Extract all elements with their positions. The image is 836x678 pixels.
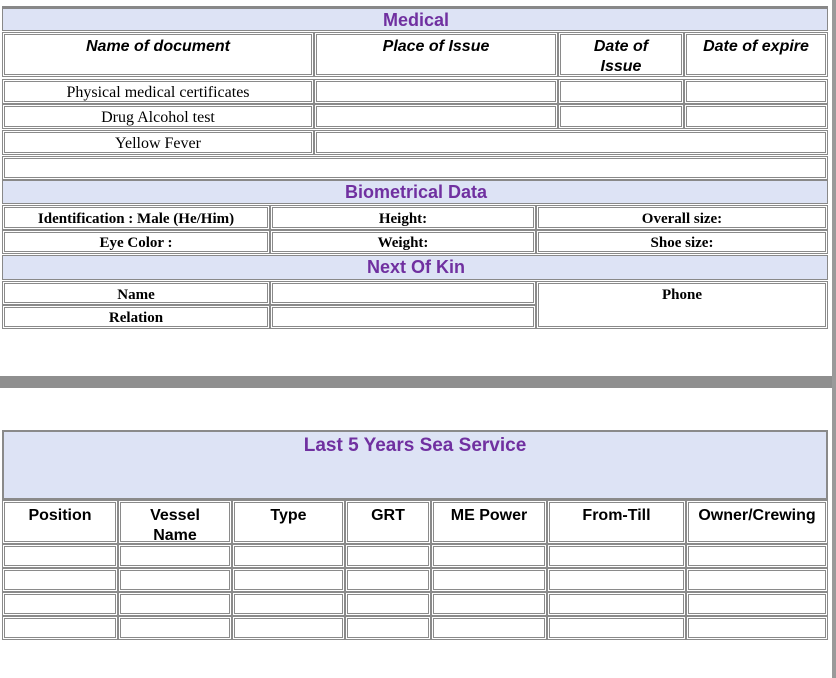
medical-col-date-of-expire: Date of expire bbox=[684, 32, 828, 77]
bio-overall-size: Overall size: bbox=[536, 205, 828, 230]
sea-service-section-header bbox=[2, 430, 828, 500]
sea-col-type: Type bbox=[232, 500, 345, 544]
sea-col-vessel-name: Vessel Name bbox=[118, 500, 232, 544]
biometrical-title: Biometrical Data bbox=[344, 182, 488, 202]
medical-title: Medical bbox=[382, 10, 450, 30]
medical-col-date-of-issue: Date of Issue bbox=[558, 32, 684, 77]
sea-service-cell[interactable] bbox=[547, 568, 686, 592]
biometrical-section-header bbox=[2, 180, 828, 204]
next-of-kin-section-header bbox=[2, 255, 828, 280]
sea-service-cell[interactable] bbox=[345, 616, 431, 640]
sea-service-cell[interactable] bbox=[431, 616, 547, 640]
sea-service-cell[interactable] bbox=[118, 568, 232, 592]
sea-service-cell[interactable] bbox=[686, 544, 828, 568]
bio-eye-color: Eye Color : bbox=[2, 230, 270, 254]
kin-phone: Phone bbox=[536, 281, 828, 329]
medical-row-yellow-value[interactable] bbox=[314, 130, 828, 155]
medical-col-name-of-document: Name of document bbox=[2, 32, 314, 77]
sea-service-cell[interactable] bbox=[2, 568, 118, 592]
sea-service-cell[interactable] bbox=[345, 544, 431, 568]
bio-shoe-size: Shoe size: bbox=[536, 230, 828, 254]
next-of-kin-title: Next Of Kin bbox=[366, 257, 465, 277]
medical-row-physical-expire[interactable] bbox=[684, 79, 828, 104]
kin-name-label: Name bbox=[2, 281, 270, 305]
sea-service-cell[interactable] bbox=[345, 592, 431, 616]
medical-row-drug: Drug Alcohol test bbox=[2, 104, 314, 129]
sea-service-cell[interactable] bbox=[431, 592, 547, 616]
sea-service-cell[interactable] bbox=[547, 592, 686, 616]
sea-service-cell[interactable] bbox=[2, 592, 118, 616]
sea-service-cell[interactable] bbox=[232, 592, 345, 616]
medical-section-header bbox=[2, 8, 828, 31]
sea-service-cell[interactable] bbox=[118, 592, 232, 616]
medical-row-drug-issue[interactable] bbox=[558, 104, 684, 129]
sea-col-owner-crewing: Owner/Crewing bbox=[686, 500, 828, 544]
sea-service-cell[interactable] bbox=[431, 544, 547, 568]
medical-row-yellow: Yellow Fever bbox=[2, 130, 314, 155]
sea-service-cell[interactable] bbox=[232, 616, 345, 640]
page-separator bbox=[0, 376, 836, 388]
medical-row-physical: Physical medical certificates bbox=[2, 79, 314, 104]
sea-col-me-power: ME Power bbox=[431, 500, 547, 544]
sea-service-cell[interactable] bbox=[547, 544, 686, 568]
sea-service-cell[interactable] bbox=[686, 568, 828, 592]
medical-header-bar bbox=[2, 0, 828, 8]
sea-col-position: Position bbox=[2, 500, 118, 544]
sea-col-from-till: From-Till bbox=[547, 500, 686, 544]
bio-weight: Weight: bbox=[270, 230, 536, 254]
sea-service-cell[interactable] bbox=[686, 616, 828, 640]
medical-row-drug-place[interactable] bbox=[314, 104, 558, 129]
sea-service-cell[interactable] bbox=[686, 592, 828, 616]
sea-service-cell[interactable] bbox=[2, 616, 118, 640]
sea-service-cell[interactable] bbox=[547, 616, 686, 640]
medical-row-physical-issue[interactable] bbox=[558, 79, 684, 104]
kin-relation-label: Relation bbox=[2, 305, 270, 329]
medical-col-place-of-issue: Place of Issue bbox=[314, 32, 558, 77]
medical-blank-row bbox=[2, 156, 828, 180]
bio-height: Height: bbox=[270, 205, 536, 230]
kin-relation-value[interactable] bbox=[270, 305, 536, 329]
page-right-edge bbox=[832, 0, 836, 678]
sea-service-cell[interactable] bbox=[2, 544, 118, 568]
sea-service-cell[interactable] bbox=[118, 544, 232, 568]
sea-service-cell[interactable] bbox=[232, 568, 345, 592]
sea-service-cell[interactable] bbox=[232, 544, 345, 568]
medical-row-physical-place[interactable] bbox=[314, 79, 558, 104]
medical-row-drug-expire[interactable] bbox=[684, 104, 828, 129]
sea-service-cell[interactable] bbox=[345, 568, 431, 592]
sea-service-cell[interactable] bbox=[431, 568, 547, 592]
kin-name-value[interactable] bbox=[270, 281, 536, 305]
sea-col-grt: GRT bbox=[345, 500, 431, 544]
sea-service-cell[interactable] bbox=[118, 616, 232, 640]
sea-service-title: Last 5 Years Sea Service bbox=[303, 435, 527, 456]
bio-identification: Identification : Male (He/Him) bbox=[2, 205, 270, 230]
